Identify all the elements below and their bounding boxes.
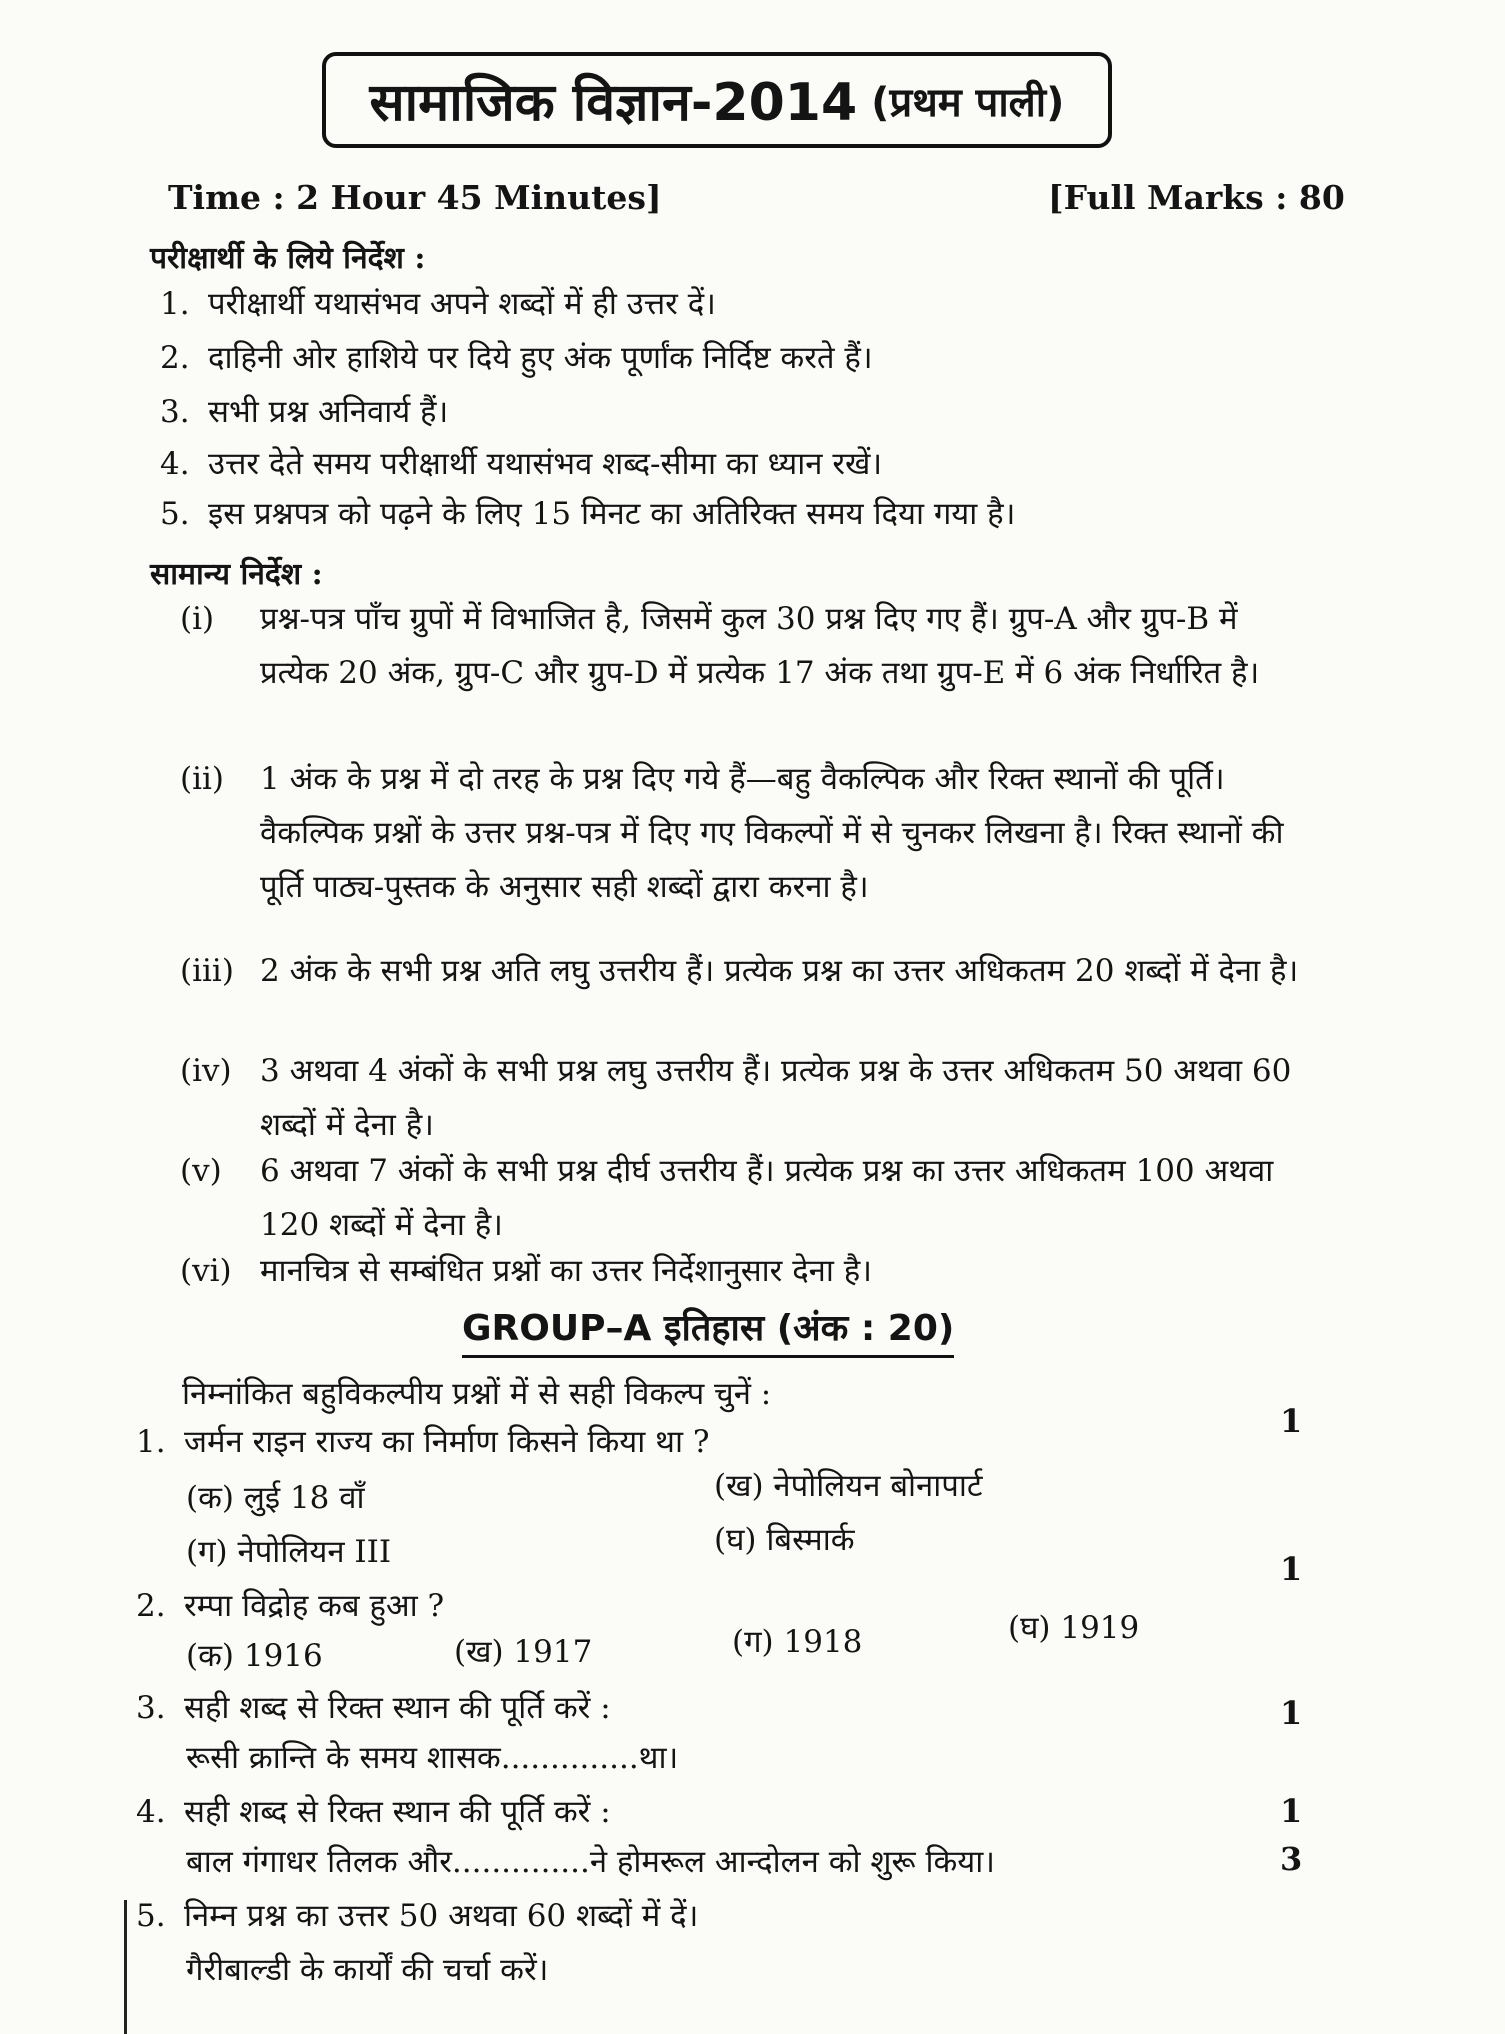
- item-text: सभी प्रश्न अनिवार्य हैं।: [208, 394, 449, 430]
- paper-title: सामाजिक विज्ञान-2014: [369, 72, 858, 133]
- question-2-mark: 1: [1280, 1550, 1303, 1588]
- question-4: [136, 1790, 611, 1832]
- item-text: उत्तर देते समय परीक्षार्थी यथासंभव शब्द-सीमा का ध्यान रखें।: [208, 446, 883, 482]
- item-text: 2 अंक के सभी प्रश्न अति लघु उत्तरीय हैं। प्रत्येक प्रश्न का उत्तर अधिकतम 20 शब्दों में देना है।: [260, 953, 1299, 989]
- question-number: 1.: [136, 1424, 166, 1460]
- question-text: रम्पा विद्रोह कब हुआ ?: [184, 1588, 445, 1624]
- instruction-item: [160, 340, 873, 377]
- general-instruction-item: [180, 1044, 1310, 1152]
- general-instruction-item: [180, 592, 1310, 700]
- option: (क) लुई 18 वाँ: [186, 1480, 365, 1516]
- margin-line: [124, 1900, 127, 2034]
- item-number: (iii): [180, 953, 234, 989]
- item-number: 3.: [160, 394, 190, 430]
- option: (घ) 1919: [1008, 1610, 1140, 1646]
- full-marks: [Full Marks : 80: [1048, 178, 1345, 217]
- question-1: [136, 1420, 709, 1462]
- option: (ख) नेपोलियन बोनापार्ट: [714, 1468, 983, 1504]
- item-number: 5.: [160, 496, 190, 532]
- paper-title-box: [322, 52, 1112, 148]
- question-2: [136, 1584, 444, 1626]
- item-number: (i): [180, 601, 215, 637]
- general-instructions-heading: सामान्य निर्देश :: [150, 557, 323, 592]
- general-instruction-item: [180, 944, 1310, 998]
- option: (घ) बिस्मार्क: [714, 1522, 855, 1558]
- item-text: परीक्षार्थी यथासंभव अपने शब्दों में ही उत्तर दें।: [208, 286, 716, 322]
- question-5-mark: 3: [1280, 1840, 1303, 1878]
- option: (ग) 1918: [732, 1624, 863, 1660]
- item-text: दाहिनी ओर हाशिये पर दिये हुए अंक पूर्णांक निर्दिष्ट करते हैं।: [208, 340, 873, 376]
- item-number: (ii): [180, 761, 225, 797]
- question-number: 2.: [136, 1588, 166, 1624]
- paper-shift: (प्रथम पाली): [871, 79, 1065, 126]
- option: (ग) नेपोलियन III: [186, 1534, 392, 1570]
- instruction-item: [160, 394, 448, 431]
- question-text: सही शब्द से रिक्त स्थान की पूर्ति करें :: [184, 1794, 611, 1830]
- item-text: प्रश्न-पत्र पाँच ग्रुपों में विभाजित है, जिसमें कुल 30 प्रश्न दिए गए हैं। ग्रुप-A और ग्रुप-B में प्रत्येक 20 अंक, ग्रुप-C और ग्रुप-D में प्रत्येक 17 अंक तथा ग्रुप-E में 6 अंक निर्धारित है।: [260, 601, 1260, 691]
- candidate-instructions-heading: परीक्षार्थी के लिये निर्देश :: [150, 241, 426, 276]
- item-number: (vi): [180, 1253, 232, 1289]
- option: (क) 1916: [186, 1638, 323, 1674]
- item-text: मानचित्र से सम्बंधित प्रश्नों का उत्तर निर्देशानुसार देना है।: [260, 1253, 872, 1289]
- item-text: इस प्रश्नपत्र को पढ़ने के लिए 15 मिनट का अतिरिक्त समय दिया गया है।: [208, 496, 1016, 532]
- question-text: जर्मन राइन राज्य का निर्माण किसने किया था ?: [184, 1424, 710, 1460]
- item-number: (iv): [180, 1053, 232, 1089]
- general-instruction-item: [180, 1144, 1310, 1252]
- question-number: 4.: [136, 1794, 166, 1830]
- instruction-item: [160, 496, 1015, 533]
- general-instruction-item: [180, 1244, 1310, 1298]
- question-5: [136, 1894, 698, 1936]
- mcq-instruction: निम्नांकित बहुविकल्पीय प्रश्नों में से सही विकल्प चुनें :: [182, 1376, 772, 1412]
- question-text: निम्न प्रश्न का उत्तर 50 अथवा 60 शब्दों में दें।: [184, 1898, 699, 1934]
- question-number: 3.: [136, 1690, 166, 1726]
- instruction-item: [160, 286, 716, 323]
- item-text: 6 अथवा 7 अंकों के सभी प्रश्न दीर्घ उत्तरीय हैं। प्रत्येक प्रश्न का उत्तर अधिकतम 100 अथवा 120 शब्दों में देना है।: [260, 1153, 1274, 1243]
- question-3-blank: रूसी क्रान्ति के समय शासक..............था।: [186, 1740, 679, 1776]
- item-number: 1.: [160, 286, 190, 322]
- item-number: (v): [180, 1153, 222, 1189]
- option: (ख) 1917: [454, 1634, 593, 1670]
- question-1-mark: 1: [1280, 1402, 1303, 1440]
- group-a-heading: GROUP–A इतिहास (अंक : 20): [462, 1302, 954, 1358]
- item-text: 1 अंक के प्रश्न में दो तरह के प्रश्न दिए गये हैं—बहु वैकल्पिक और रिक्त स्थानों की पूर्ति। वैकल्पिक प्रश्नों के उत्तर प्रश्न-पत्र में दिए गए विकल्पों में से चुनकर लिखना है। रिक्त स्थानों की पूर्ति पाठ्य-पुस्तक के अनुसार सही शब्दों द्वारा करना है।: [260, 761, 1284, 905]
- time-allowed: Time : 2 Hour 45 Minutes]: [168, 178, 662, 217]
- general-instruction-item: [180, 752, 1310, 914]
- item-text: 3 अथवा 4 अंकों के सभी प्रश्न लघु उत्तरीय हैं। प्रत्येक प्रश्न के उत्तर अधिकतम 50 अथवा 60 शब्दों में देना है।: [260, 1053, 1292, 1143]
- question-number: 5.: [136, 1898, 166, 1934]
- question-4-mark: 1: [1280, 1792, 1303, 1830]
- question-3: [136, 1686, 611, 1728]
- question-text: सही शब्द से रिक्त स्थान की पूर्ति करें :: [184, 1690, 611, 1726]
- question-4-blank: बाल गंगाधर तिलक और..............ने होमरूल आन्दोलन को शुरू किया।: [186, 1844, 996, 1880]
- question-3-mark: 1: [1280, 1694, 1303, 1732]
- item-number: 4.: [160, 446, 190, 482]
- item-number: 2.: [160, 340, 190, 376]
- instruction-item: [160, 446, 882, 483]
- question-5-prompt: गैरीबाल्डी के कार्यों की चर्चा करें।: [186, 1952, 549, 1988]
